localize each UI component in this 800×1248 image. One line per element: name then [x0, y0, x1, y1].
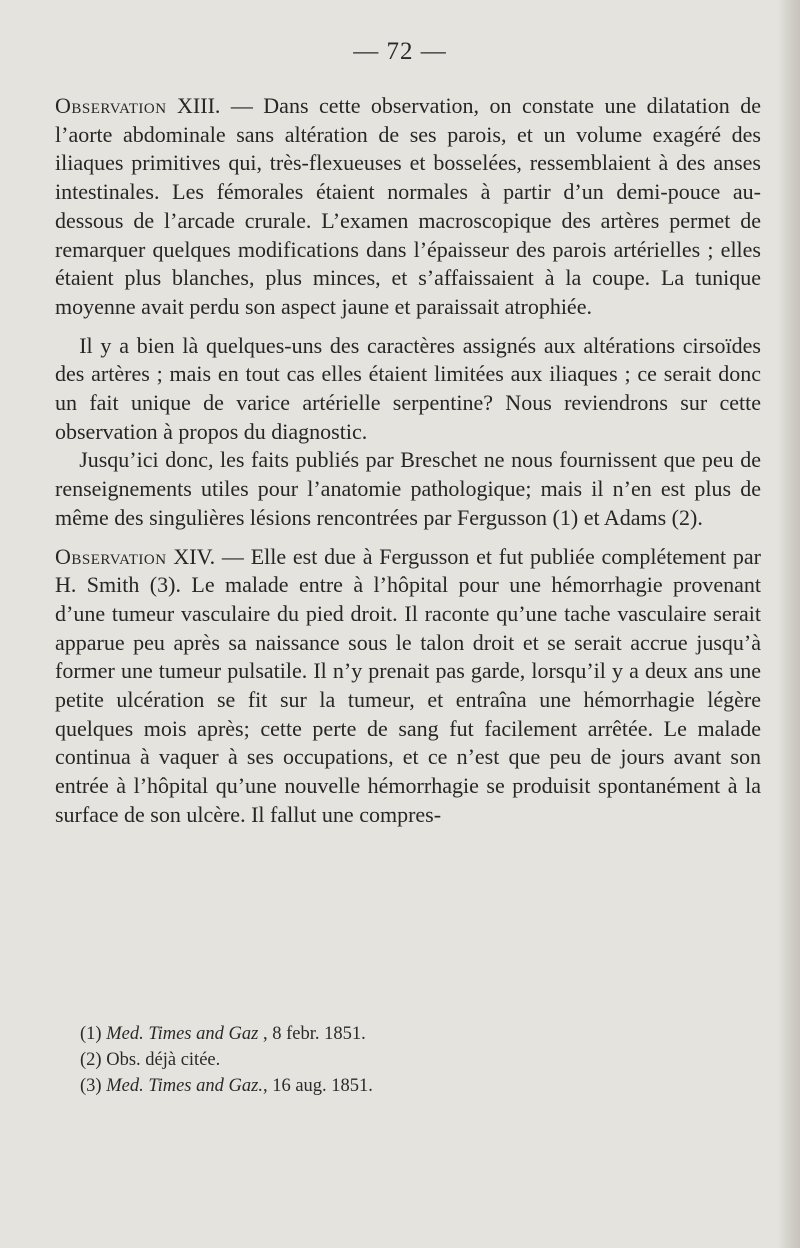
paragraph-breschet — [55, 446, 761, 532]
footnote-details: , 8 febr. 1851. — [258, 1024, 366, 1044]
paragraph-observation-xiii — [55, 92, 761, 322]
footnote-number: (1) — [80, 1024, 102, 1044]
paragraph-cirsoid — [55, 332, 761, 447]
paragraph-text: XIV. — Elle est due à Fergusson et fut publiée complétement par H. Smith (3). Le malade entre à l’hôpital pour une hémorrhagie provenant d’une tumeur vasculaire du pied droit. Il raconte qu’une tache vasculaire serait apparue peu après sa naissance sous le talon droit et se serait accrue jusqu’à former une tumeur pulsatile. Il n’y prenait pas garde, lorsqu’il y a deux ans une petite ulcération se fit sur la tumeur, et entraîna une hémorrhagie légère quelques mois après; cette perte de sang fut facilement arrêtée. Le malade continua à vaquer à ses occupations, et ce n’est que peu de jours avant son entrée à l’hôpital qu’une nouvelle hémorrhagie se produisit spontanément à la surface de son ulcère. Il fallut une compres- — [55, 543, 761, 827]
footnote-details: Obs. déjà citée. — [106, 1050, 221, 1070]
paragraph-text: XIII. — Dans cette observation, on constate une dilatation de l’aorte abdominale sans altération de ses parois, et un volume exagéré des iliaques primitives qui, très-flexueuses et bosselées, ressemblaient à des anses intestinales. Les fémorales étaient normales à partir d’un demi-pouce au-dessous de l’arcade crurale. L’examen macroscopique des artères permet de remarquer quelques modifications dans l’épaisseur des parois artérielles ; elles étaient plus blanches, plus minces, et s’affaissaient à la coupe. La tunique moyenne avait perdu son aspect jaune et paraissait atrophiée. — [55, 93, 761, 319]
page-number: — 72 — — [353, 38, 447, 65]
body-text — [55, 92, 761, 830]
footnote-number: (2) — [80, 1050, 102, 1070]
footnote-details: , 16 aug. 1851. — [262, 1076, 373, 1096]
footnote-source: Med. Times and Gaz. — [106, 1076, 263, 1096]
observation-heading: Observation — [55, 93, 167, 118]
footnote — [80, 1047, 760, 1073]
paragraph-text: Il y a bien là quelques-uns des caractères assignés aux altérations cirsoïdes des artères ; mais en tout cas elles étaient limitées aux iliaques ; ce serait donc un fait unique de varice artérielle serpentine? Nous reviendrons sur cette observation à propos du diagnostic. — [55, 332, 761, 444]
paragraph-text: Jusqu’ici donc, les faits publiés par Breschet ne nous fournissent que peu de renseignements utiles pour l’anatomie pathologique; mais il n’en est plus de même des singulières lésions rencontrées par Fergusson (1) et Adams (2). — [55, 447, 761, 530]
observation-heading: Observation — [55, 543, 167, 569]
footnote — [80, 1073, 760, 1099]
footnote — [80, 1021, 760, 1047]
paragraph-observation-xiv — [55, 543, 761, 830]
footnote-number: (3) — [80, 1076, 102, 1096]
page-edge-shadow — [778, 0, 800, 1248]
footnote-source: Med. Times and Gaz — [106, 1024, 259, 1044]
footnotes — [80, 1021, 760, 1099]
